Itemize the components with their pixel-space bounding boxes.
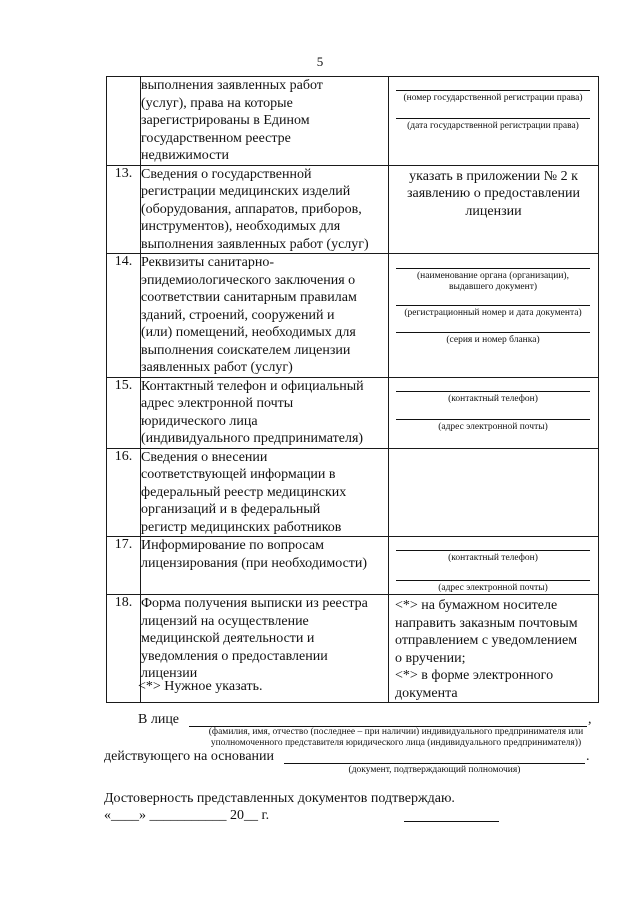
- row-value: [389, 537, 599, 595]
- row-value[interactable]: [389, 448, 599, 537]
- footnote: <*> Нужное указать.: [138, 679, 263, 694]
- contact-phone-field[interactable]: [396, 381, 590, 405]
- row-description: Реквизиты санитарно- эпидемиологического заключения о соответствии санитарным правилам зданий, строений, сооружений и (или) помещений, необходимых для выполнения соискателем лицензии заявленных работ (услуг): [141, 254, 389, 378]
- email-field[interactable]: [396, 570, 590, 594]
- row-number: 18.: [107, 595, 141, 703]
- email-field[interactable]: [396, 409, 590, 433]
- field-caption: (контактный телефон): [448, 553, 538, 563]
- field-caption: (номер государственной регистрации права): [403, 93, 583, 103]
- issuing-authority-field[interactable]: [396, 258, 590, 293]
- delivery-options: <*> на бумажном носителе направить заказным почтовым отправлением с уведомлением о вручении; <*> в форме электронного документа: [389, 595, 598, 702]
- representative-caption: (фамилия, имя, отчество (последнее – при наличии) индивидуального предпринимателя или уполномоченного представителя юридического лица (индивидуального предпринимателя)): [208, 727, 584, 748]
- signature-field[interactable]: [404, 821, 499, 822]
- field-caption: (регистрационный номер и дата документа): [404, 308, 582, 318]
- authority-document-caption: (документ, подтверждающий полномочия): [348, 765, 521, 775]
- electronic-option[interactable]: <*> в форме электронного: [395, 668, 554, 683]
- authority-document-field[interactable]: [284, 763, 585, 764]
- confirmation-text: Достоверность представленных документов подтверждаю.: [104, 791, 455, 806]
- table-row: [107, 77, 599, 166]
- in-face-label: В лице: [138, 712, 180, 727]
- row-description: Форма получения выписки из реестра лицензий на осуществление медицинской деятельности и уведомления о предоставлении лицензии: [141, 595, 389, 703]
- table-row: [107, 537, 599, 595]
- form-series-number-field[interactable]: [396, 322, 590, 346]
- registration-date-field[interactable]: [396, 108, 590, 132]
- table-row: [107, 165, 599, 254]
- row-value: [389, 254, 599, 378]
- row-number: 17.: [107, 537, 141, 595]
- field-caption: (контактный телефон): [448, 393, 538, 404]
- row-description: Сведения о внесении соответствующей информации в федеральный реестр медицинских организаций и в федеральный регистр медицинских работников: [141, 448, 389, 537]
- field-caption: (адрес электронной почты): [438, 421, 548, 432]
- table-row: [107, 377, 599, 448]
- basis-label: действующего на основании: [104, 749, 275, 764]
- row-number: [107, 77, 141, 166]
- instruction-text: указать в приложении № 2 к заявлению о предоставлении лицензии: [406, 168, 581, 219]
- row-value: [389, 377, 599, 448]
- period: .: [586, 749, 590, 764]
- row-value: [389, 165, 599, 254]
- registration-number-field[interactable]: [396, 80, 590, 104]
- row-number: 14.: [107, 254, 141, 378]
- row-number: 15.: [107, 377, 141, 448]
- row-description: Контактный телефон и официальный адрес электронной почты юридического лица (индивидуального предпринимателя): [141, 377, 389, 448]
- field-caption: (серия и номер бланка): [446, 335, 540, 345]
- field-caption: (адрес электронной почты): [438, 583, 548, 593]
- table-row: [107, 254, 599, 378]
- paper-option[interactable]: <*> на бумажном носителе: [395, 598, 558, 613]
- page-number: 5: [316, 54, 324, 69]
- date-field[interactable]: «____» ___________ 20__ г.: [104, 808, 270, 823]
- row-description: Сведения о государственной регистрации медицинских изделий (оборудования, аппаратов, приборов, инструментов), необходимых для выполнения заявленных работ (услуг): [141, 165, 389, 254]
- row-description: выполнения заявленных работ (услуг), права на которые зарегистрированы в Едином государственном реестре недвижимости: [141, 77, 389, 166]
- row-number: 16.: [107, 448, 141, 537]
- contact-phone-field[interactable]: [396, 540, 590, 564]
- document-number-date-field[interactable]: [396, 295, 590, 319]
- comma: ,: [588, 712, 592, 727]
- row-value: [389, 595, 599, 703]
- table-row: [107, 448, 599, 537]
- application-table: [106, 76, 599, 703]
- row-number: 13.: [107, 165, 141, 254]
- field-caption: (наименование органа (организации), выдавшего документ): [417, 271, 569, 292]
- row-value: [389, 77, 599, 166]
- field-caption: (дата государственной регистрации права): [407, 121, 579, 131]
- row-description: Информирование по вопросам лицензирования (при необходимости): [141, 537, 389, 595]
